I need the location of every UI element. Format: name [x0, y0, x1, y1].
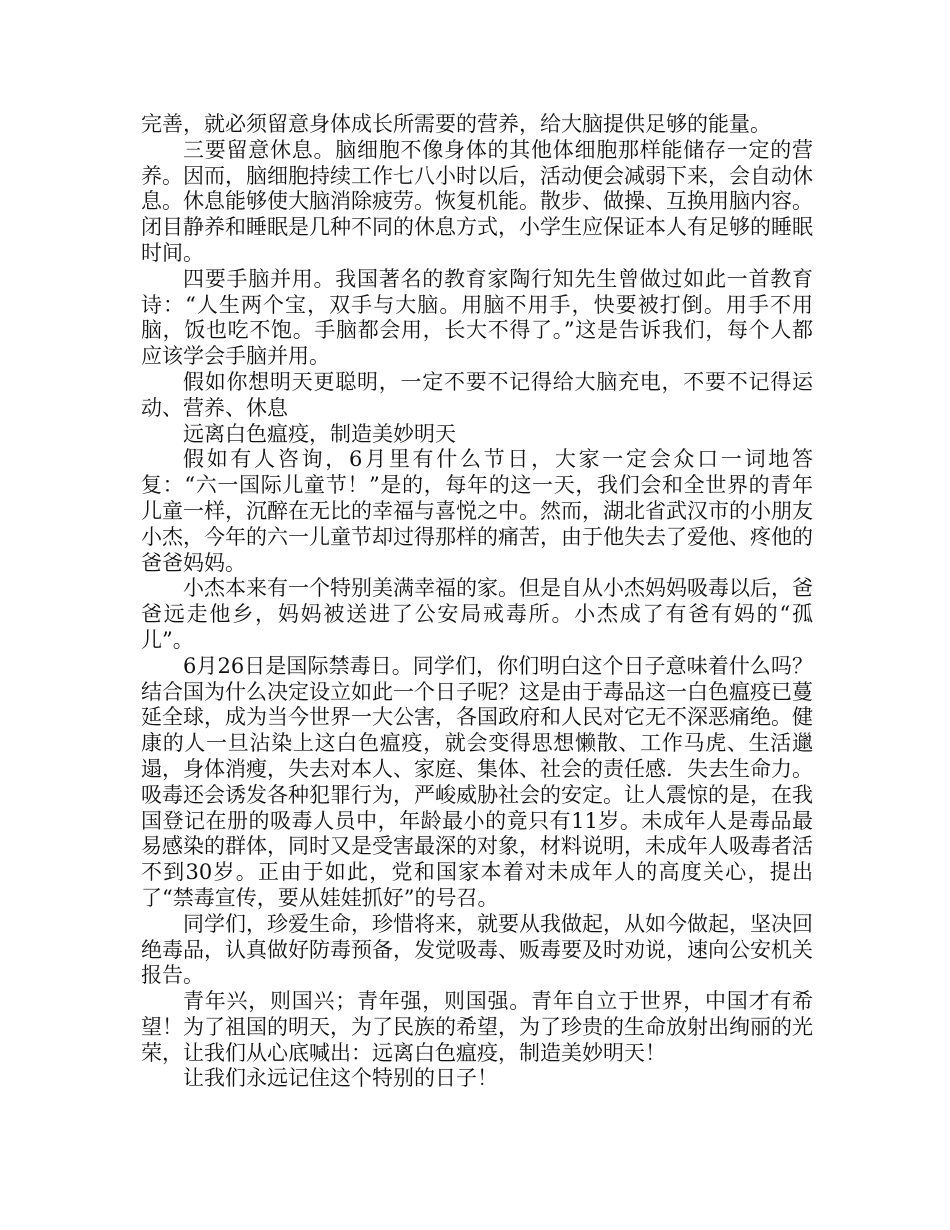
paragraph-rest: 三要留意休息。脑细胞不像身体的其他体细胞那样能储存一定的营养。因而，脑细胞持续工作七八小时以后，活动便会减弱下来，会自动休息。休息能够使大脑消除疲劳。恢复机能。散步、做操、互换用脑内容。闭目静养和睡眠是几种不同的休息方式，小学生应保证本人有足够的睡眠时间。 [141, 137, 813, 265]
paragraph-anti-drug-day: 6月26日是国际禁毒日。同学们，你们明白这个日子意味着什么吗？结合国为什么决定设立如此一个日子呢？这是由于毒品这一白色瘟疫已蔓延全球，成为当今世界一大公害，各国政府和人民对它无不深恶痛绝。健康的人一旦沾染上这白色瘟疫，就会变得思想懒散、工作马虎、生活邋遢，身体消瘦，失去对本人、家庭、集体、社会的责任感．失去生命力。吸毒还会诱发各种犯罪行为，严峻威胁社会的安定。让人震惊的是，在我国登记在册的吸毒人员中，年龄最小的竟只有11岁。未成年人是毒品最易感染的群体，同时又是受害最深的对象，材料说明，未成年人吸毒者活不到30岁。正由于如此，党和国家本着对未成年人的高度关心，提出了“禁毒宣传，要从娃娃抓好”的号召。 [141, 653, 813, 910]
paragraph-childrens-day: 假如有人咨询，6月里有什么节日，大家一定会众口一词地答复：“六一国际儿童节！”是的，每年的这一天，我们会和全世界的青年儿童一样，沉醉在无比的幸福与喜悦之中。然而，湖北省武汉市的小朋友小杰，今年的六一儿童节却过得那样的痛苦，由于他失去了爱他、疼他的爸爸妈妈。 [141, 447, 813, 575]
paragraph-cherish-life: 同学们，珍爱生命，珍惜将来，就要从我做起，从如今做起，坚决回绝毒品，认真做好防毒预备，发觉吸毒、贩毒要及时劝说，速向公安机关报告。 [141, 911, 813, 988]
paragraph-hands-and-brain: 四要手脑并用。我国著名的教育家陶行知先生曾做过如此一首教育诗：“人生两个宝，双手与大脑。用脑不用手，快要被打倒。用手不用脑，饭也吃不饱。手脑都会用，长大不得了。”这是告诉我们，每个人都应该学会手脑并用。 [141, 266, 813, 369]
paragraph-closing: 让我们永远记住这个特别的日子！ [183, 1066, 498, 1091]
paragraph-nutrition-end: 完善，就必须留意身体成长所需要的营养，给大脑提供足够的能量。 [141, 112, 771, 136]
paragraph-recharge-brain: 假如你想明天更聪明，一定不要不记得给大脑充电，不要不记得运动、营养、休息 [141, 369, 813, 420]
document-page [141, 112, 813, 1092]
paragraph-xiaojie-family: 小杰本来有一个特别美满幸福的家。但是自从小杰妈妈吸毒以后，爸爸远走他乡，妈妈被送进了公安局戒毒所。小杰成了有爸有妈的“孤儿”。 [141, 576, 813, 652]
paragraph-youth-strong: 青年兴，则国兴；青年强，则国强。青年自立于世界，中国才有希望！为了祖国的明天，为了民族的希望，为了珍贵的生命放射出绚丽的光荣，让我们从心底喊出：远离白色瘟疫，制造美妙明天！ [141, 989, 813, 1065]
section-heading: 远离白色瘟疫，制造美妙明天 [183, 421, 456, 446]
